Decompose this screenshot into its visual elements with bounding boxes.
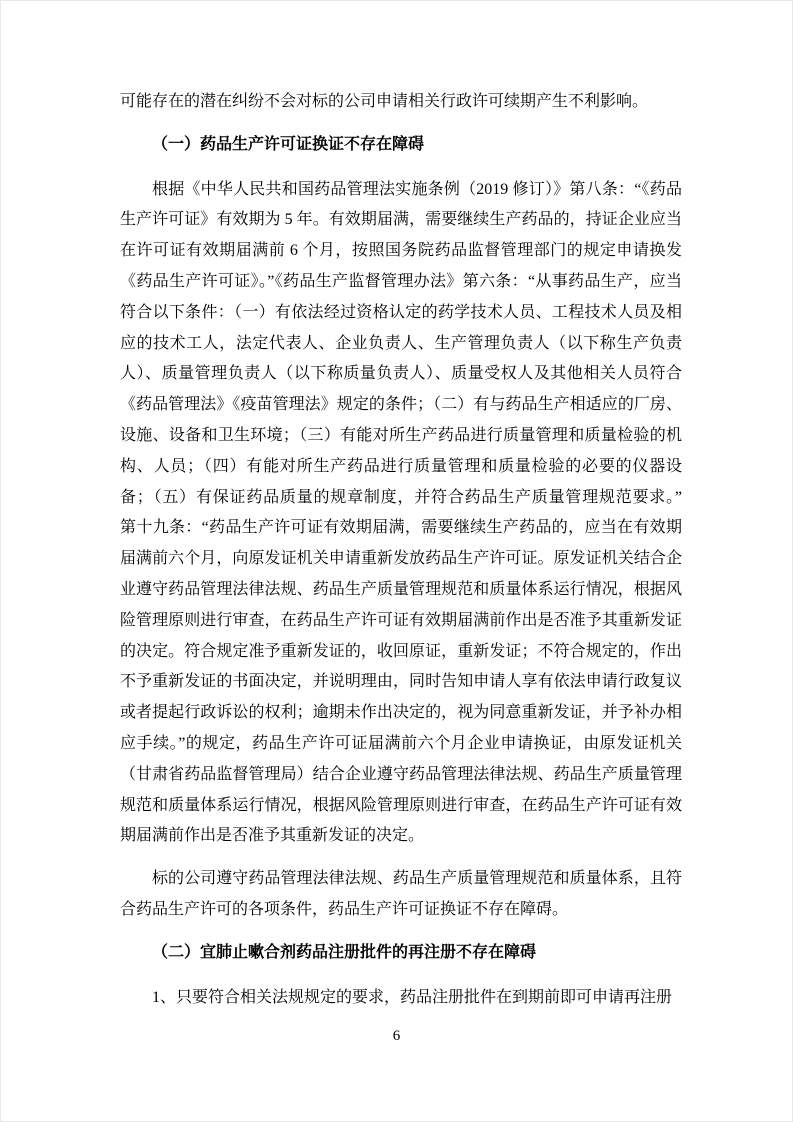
- continuation-paragraph: 可能存在的潜在纠纷不会对标的公司申请相关行政许可续期产生不利影响。: [120, 93, 649, 110]
- body-paragraph-reregistration: 1、只要符合相关法规规定的要求，药品注册批件在到期前即可申请再注册: [152, 988, 673, 1006]
- body-paragraph-regulation: 根据《中华人民共和国药品管理法实施条例（2019 修订）》第八条：“《药品生产许可证》有效期为 5 年。有效期届满，需要继续生产药品的，持证企业应当在许可证有效期届满前 6 个月，按照国务院药品监督管理部门的规定申请换发《药品生产许可证》。”《药品生产监督管理办法》第六条：“从事药品生产，应当符合以下条件：（一）有依法经过资格认定的药学技术人员、工程技术人员及相应的技术工人，法定代表人、企业负责人、生产管理负责人（以下称生产负责人）、质量管理负责人（以下称质量负责人）、质量受权人及其他相关人员符合《药品管理法》《疫苗管理法》规定的条件；（二）有与药品生产相适应的厂房、设施、设备和卫生环境；（三）有能对所生产药品进行质量管理和质量检验的机构、人员；（四）有能对所生产药品进行质量管理和质量检验的必要的仪器设备；（五）有保证药品质量的规章制度，并符合药品生产质量管理规范要求。” 第十九条：“药品生产许可证有效期届满，需要继续生产药品的，应当在有效期届满前六个月，向原发证机关申请重新发放药品生产许可证。原发证机关结合企业遵守药品管理法律法规、药品生产质量管理规范和质量体系运行情况，根据风险管理原则进行审查，在药品生产许可证有效期届满前作出是否准予其重新发证的决定。符合规定准予重新发证的，收回原证，重新发证；不符合规定的，作出不予重新发证的书面决定，并说明理由，同时告知申请人享有依法申请行政复议或者提起行政诉讼的权利；逾期未作出决定的，视为同意重新发证，并予补办相应手续。”的规定，药品生产许可证届满前六个月企业申请换证，由原发证机关（甘肃省药品监督管理局）结合企业遵守药品管理法律法规、药品生产质量管理规范和质量体系运行情况，根据风险管理原则进行审查，在药品生产许可证有效期届满前作出是否准予其重新发证的决定。: [120, 180, 699, 845]
- page-content: [120, 87, 699, 1025]
- body-paragraph-conclusion: 标的公司遵守药品管理法律法规、药品生产质量管理规范和质量体系，且符合药品生产许可的各项条件，药品生产许可证换证不存在障碍。: [120, 870, 682, 918]
- page-number: 6: [392, 1028, 401, 1044]
- section-heading-2: （二）宜肺止嗽合剂药品注册批件的再注册不存在障碍: [152, 943, 537, 961]
- section-heading-1: （一）药品生产许可证换证不存在障碍: [152, 135, 425, 153]
